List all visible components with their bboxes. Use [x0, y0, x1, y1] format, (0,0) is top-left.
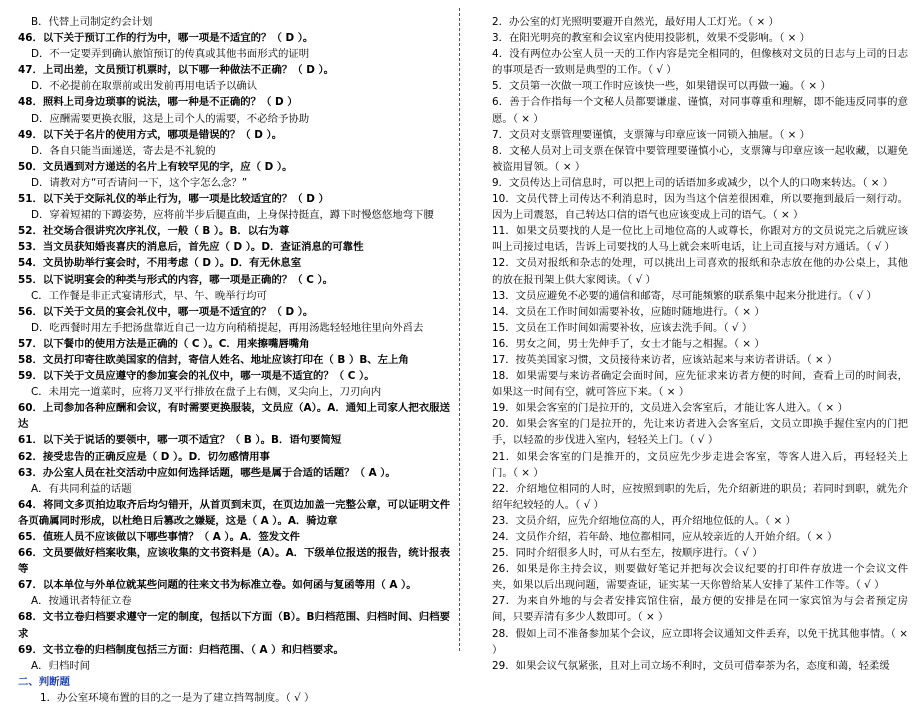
text-line: 54．文员协助举行宴会时，不用考虑（ D ）。D．有无休息室	[18, 257, 302, 270]
text-line: 6．善于合作指每一个文秘人员都要谦虚、谨慎，对同事尊重和理解，即不能违反同事的意愿。（ × ）	[492, 96, 908, 125]
text-line: A．有共同利益的话题	[31, 482, 132, 495]
text-line: 12．文员对报纸和杂志的处理，可以挑出上司喜欢的报纸和杂志放在他的办公桌上，其他的放在报刊架上供大家阅读。（ √ ）	[492, 257, 908, 286]
text-line: 55．以下说明宴会的种类与形式的内容，哪一项是正确的？（ C ）。	[18, 273, 334, 286]
text-line: D．穿着短裙的下蹲姿势，应将前半步后腿直曲，上身保持挺直，蹲下时慢悠悠地弯下腰	[31, 209, 434, 222]
text-line: 23．文员介绍，应先介绍地位高的人，再介绍地位低的人。（ × ）	[492, 514, 796, 527]
text-line: 58．文员打印寄往欧美国家的信封，寄信人姓名、地址应该打印在（ B ）B、左上角	[18, 353, 409, 366]
text-line: B．代替上司制定约会计划	[31, 16, 153, 28]
text-line: 68．文书立卷归档要求遵守一定的制度，包括以下方面（B）。B归档范围、归档时间、归档要求	[18, 611, 450, 640]
text-line: D．各自只能当面递送，寄去是不礼貌的	[31, 144, 216, 157]
text-line: 66．文员要做好档案收集，应该收集的文书资料是（A）。A．下级单位报送的报告，统计报表等	[18, 547, 450, 576]
text-line: 48．照料上司身边琐事的说法，哪一种是不正确的？（ D ）	[18, 96, 298, 109]
right-column	[470, 14, 908, 672]
text-line: 60．上司参加各种应酬和会议，有时需要更换服装，文员应（A）。A．通知上司家人把衣服送达	[18, 402, 450, 431]
text-line: 56．以下关于文员的宴会礼仪中，哪一项是不适宜的？（ D ）。	[18, 305, 314, 318]
text-line: 15．文员在工作时间如需要补妆，应该去洗手间。（ √ ）	[492, 321, 753, 334]
text-line: 1．办公室环境布置的目的之一是为了建立挡驾制度。（ √ ）	[40, 691, 315, 704]
text-line: D．请教对方“可否请问一下，这个字怎么念？”	[31, 176, 248, 189]
text-line: 18．如果需要与来访者确定会面时间，应先征求来访者方便的时间，查看上司的时间表，如果这一时间有空，就可答应下来。（ × ）	[492, 370, 908, 399]
text-line: 50．文员遇到对方递送的名片上有较罕见的字，应（ D ）。	[18, 160, 293, 173]
text-line: 59．以下关于文员应遵守的参加宴会的礼仪中，哪一项是不适宜的？（ C ）。	[18, 370, 375, 383]
text-line: 16．男女之间，男士先伸手了，女士才能与之相握。（ × ）	[492, 337, 765, 350]
text-line: 11．如果文员要找的人是一位比上司地位高的人或尊长，你跟对方的文员说完之后就应该叫上司接过电话，告诉上司要找的人马上就会来听电话，让上司直接与对方通话。（ √ ）	[492, 225, 908, 254]
text-line: 27．为来自外地的与会者安排宾馆住宿，最方便的安排是在同一家宾馆为与会者预定房间，只要弄清有多少人数即可。（ × ）	[492, 595, 908, 624]
text-line: 9．文员传达上司信息时，可以把上司的话语加多或减少，以个人的口吻来转达。（ × ）	[492, 176, 894, 189]
text-line: 17．按英美国家习惯，文员接待来访者，应该站起来与来访者讲话。（ × ）	[492, 353, 838, 366]
text-line: 20．如果会客室的门是拉开的，先让来访者进入会客室后，文员立即换手握住室内的门把手，以轻盈的步伐进入室内，轻轻关上门。（ √ ）	[492, 418, 908, 447]
text-line: C．工作餐是非正式宴请形式，早、午、晚举行均可	[31, 289, 267, 302]
text-line: D．应酬需要更换衣服，这是上司个人的需要，不必给予协助	[31, 112, 310, 125]
text-line: 62．接受忠告的正确反应是（ D ）。D．切勿感情用事	[18, 450, 270, 463]
text-line: 53．当文员获知婚丧喜庆的消息后，首先应（ D ）。D．查证消息的可靠性	[18, 241, 364, 254]
text-line: 29．如果会议气氛紧张，且对上司立场不利时，文员可借奉茶为名，态度和蔼，轻柔缓	[492, 659, 890, 672]
text-line: 4．没有两位办公室人员一天的工作内容是完全相同的，但像核对文员的日志与上司的日志的事项是否一致则是典型的工作。（ √ ）	[492, 48, 908, 77]
text-line: 14．文员在工作时间如需要补妆，应随时随地进行。（ × ）	[492, 305, 765, 318]
text-line: 10．文员代替上司传达不利消息时，因为当这个信差很困难，所以要拖到最后一刻行动。因为上司震怒，自己转达口信的语气也应该变成上司的语气。（ × ）	[492, 193, 908, 222]
section-heading: 二、判断题	[18, 675, 70, 688]
text-line: 21．如果会客室的门是推开的，文员应先少步走进会客室，等客人进入后，再轻轻关上门。（ × ）	[492, 450, 908, 479]
text-line: 63．办公室人员在社交活动中应如何选择话题，哪些是属于合适的话题？（ A ）。	[18, 466, 396, 479]
text-line: 26．如果是你主持会议，则要做好笔记并把每次会议纪要的打印件存放进一个会议文件夹，如果以后出现问题，需要查证，证实某一天你曾给某人安排了某件工作等。（ √ ）	[492, 563, 908, 592]
text-line: 57．以下餐巾的使用方法是正确的（ C ）。C．用来擦嘴唇嘴角	[18, 337, 310, 350]
text-line: 65．值班人员不应该做以下哪些事情？（ A ）。A．签发文件	[18, 531, 300, 543]
text-line: 3．在阳光明亮的教室和会议室内使用投影机，效果不受影响。（ × ）	[492, 32, 811, 45]
text-line: 46．以下关于预订工作的行为中，哪一项是不适宜的？（ D ）。	[18, 32, 314, 45]
text-line: 5．文员第一次做一项工作时应该快一些，如果错误可以再做一遍。（ × ）	[492, 80, 831, 93]
text-line: 7．文员对支票管理要谨慎，支票簿与印章应该一同锁入抽屉。（ × ）	[492, 128, 811, 141]
text-line: 25．同时介绍很多人时，可从右至左，按顺序进行。（ √ ）	[492, 547, 763, 560]
text-line: 69．文书立卷的归档制度包括三方面：归档范围、（ A ）和归档要求。	[18, 643, 344, 656]
text-line: 28．假如上司不准备参加某个会议，应立即将会议通知文件丢弃，以免干扰其他事情。（ × ）	[492, 627, 908, 656]
text-line: D．不必提前在取票前或出发前再用电话予以确认	[31, 80, 258, 93]
text-line: 8．文秘人员对上司支票在保管中要管理要谨慎小心，支票簿与印章应该一起收藏，以避免被盗用冒领。（ × ）	[492, 144, 908, 173]
text-line: 13．文员应避免不必要的通信和邮寄，尽可能频繁的联系集中起来分批进行。（ √ ）	[492, 289, 877, 302]
text-line: C．未用完一道菜时，应将刀叉平行排放在盘子上右侧，叉尖向上，刀刃向内	[31, 386, 382, 399]
text-line: 51．以下关于交际礼仪的举止行为，哪一项是比较适宜的？（ D ）	[18, 193, 329, 206]
text-line: A．归档时间	[31, 659, 91, 672]
left-column	[18, 14, 450, 704]
text-line: 22．介绍地位相同的人时，应按照到职的先后，先介绍新进的职员；若同时到职，就先介绍年纪较轻的人。（ √ ）	[492, 482, 908, 511]
text-line: 61．以下关于说话的要领中，哪一项不适宜？（ B ）。B．语句要简短	[18, 434, 342, 447]
text-line: D．吃西餐时用左手把汤盘靠近自己一边方向稍稍提起，再用汤匙轻轻地往里向外舀去	[31, 321, 424, 334]
text-line: 2．办公室的灯光照明要避开自然光，最好用人工灯光。（ × ）	[492, 16, 779, 28]
text-line: 52．社交场合很讲究次序礼仪，一般（ B ）。B．以右为尊	[18, 225, 290, 238]
text-line: 49．以下关于名片的使用方式，哪项是错误的？（ D ）。	[18, 128, 283, 141]
text-line: 19．如果会客室的门是拉开的，文员进入会客室后，才能让客人进入。（ × ）	[492, 402, 848, 415]
text-line: 47．上司出差，文员预订机票时，以下哪一种做法不正确？（ D ）。	[18, 64, 335, 77]
text-line: 67．以本单位与外单位就某些问题的往来文书为标准立卷。如何函与复函等用（ A ）。	[18, 579, 417, 592]
column-divider	[459, 8, 460, 651]
text-line: D．不一定要弄到确认旅馆预订的传真或其他书面形式的证明	[31, 48, 310, 61]
text-line: A．按通讯者特征立卷	[31, 595, 132, 608]
text-line: 64．将同文多页拍边取齐后均匀错开，从首页到末页，在页边加盖一完整公章，可以证明文件各页确属同时形成，以杜绝日后篡改之嫌疑，这是（ A ）。A．骑边章	[18, 498, 450, 527]
text-line: 24．文员作介绍，若年龄、地位都相同，应从较亲近的人开始介绍。（ × ）	[492, 531, 838, 543]
